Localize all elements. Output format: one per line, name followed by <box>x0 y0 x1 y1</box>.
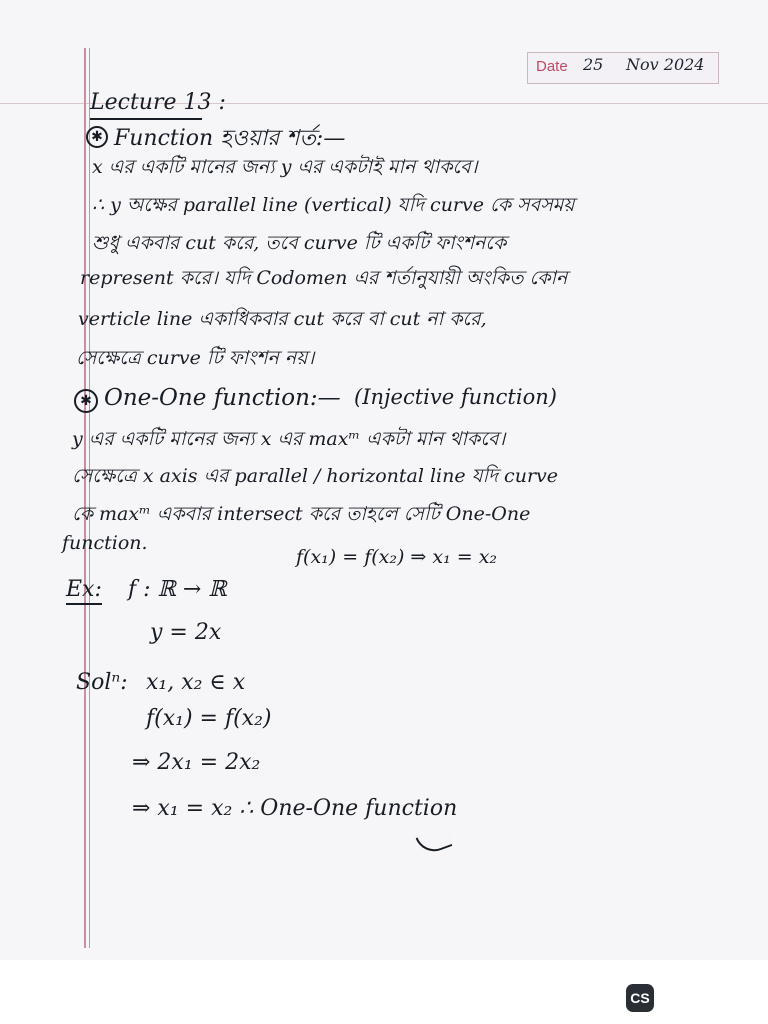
section-title-function-condition: Function হওয়ার শর্ত:— <box>114 126 346 151</box>
solution-step-1: x₁, x₂ ∈ x <box>146 670 246 695</box>
solution-step-4: ⇒ x₁ = x₂ ∴ One-One function <box>132 796 458 821</box>
example-underline <box>66 603 102 605</box>
text-line-7: y এর একটি মানের জন্য x এর maxᵐ একটা মান থাকবে। <box>72 428 506 450</box>
section-subtitle-injective: (Injective function) <box>354 385 557 409</box>
text-line-1: x এর একটি মানের জন্য y এর একটাই মান থাকবে। <box>92 156 478 178</box>
text-line-3: শুধু একবার cut করে, তবে curve টি একটি ফাংশনকে <box>92 232 507 254</box>
camscanner-logo: CS <box>626 984 654 1012</box>
asterisk-circle-icon-2: ✱ <box>74 389 98 413</box>
text-line-8: সেক্ষেত্রে x axis এর parallel / horizontal line যদি curve <box>72 465 558 487</box>
text-line-2: ∴ y অক্ষের parallel line (vertical) যদি curve কে সবসময় <box>92 194 575 216</box>
example-rule: y = 2x <box>150 620 222 645</box>
injective-formula: f(x₁) = f(x₂) ⇒ x₁ = x₂ <box>296 546 498 568</box>
solution-step-3: ⇒ 2x₁ = 2x₂ <box>132 750 261 775</box>
date-month-year: Nov 2024 <box>626 55 705 74</box>
section-title-one-one: One-One function:— <box>104 385 341 411</box>
solution-label: Solⁿ: <box>76 670 128 695</box>
margin-line <box>84 48 86 948</box>
margin-line-inner <box>89 48 90 948</box>
heading-underline <box>90 118 202 120</box>
asterisk-circle-icon: ✱ <box>86 126 108 148</box>
date-label: Date <box>536 58 568 75</box>
example-label: Ex: <box>66 577 102 602</box>
example-map: f : ℝ → ℝ <box>128 577 227 602</box>
solution-step-2: f(x₁) = f(x₂) <box>146 706 272 731</box>
text-line-4: represent করে। যদি Codomen এর শর্তানুযায়ী অংকিত কোন <box>80 267 568 289</box>
date-day: 25 <box>583 55 604 74</box>
text-line-5: verticle line একাধিকবার cut করে বা cut না করে, <box>78 308 487 330</box>
text-line-10: function. <box>62 532 148 554</box>
text-line-9: কে maxᵐ একবার intersect করে তাহলে সেটি One-One <box>72 503 531 525</box>
text-line-6: সেক্ষেত্রে curve টি ফাংশন নয়। <box>76 347 315 369</box>
lecture-heading: Lecture 13 : <box>90 90 226 115</box>
